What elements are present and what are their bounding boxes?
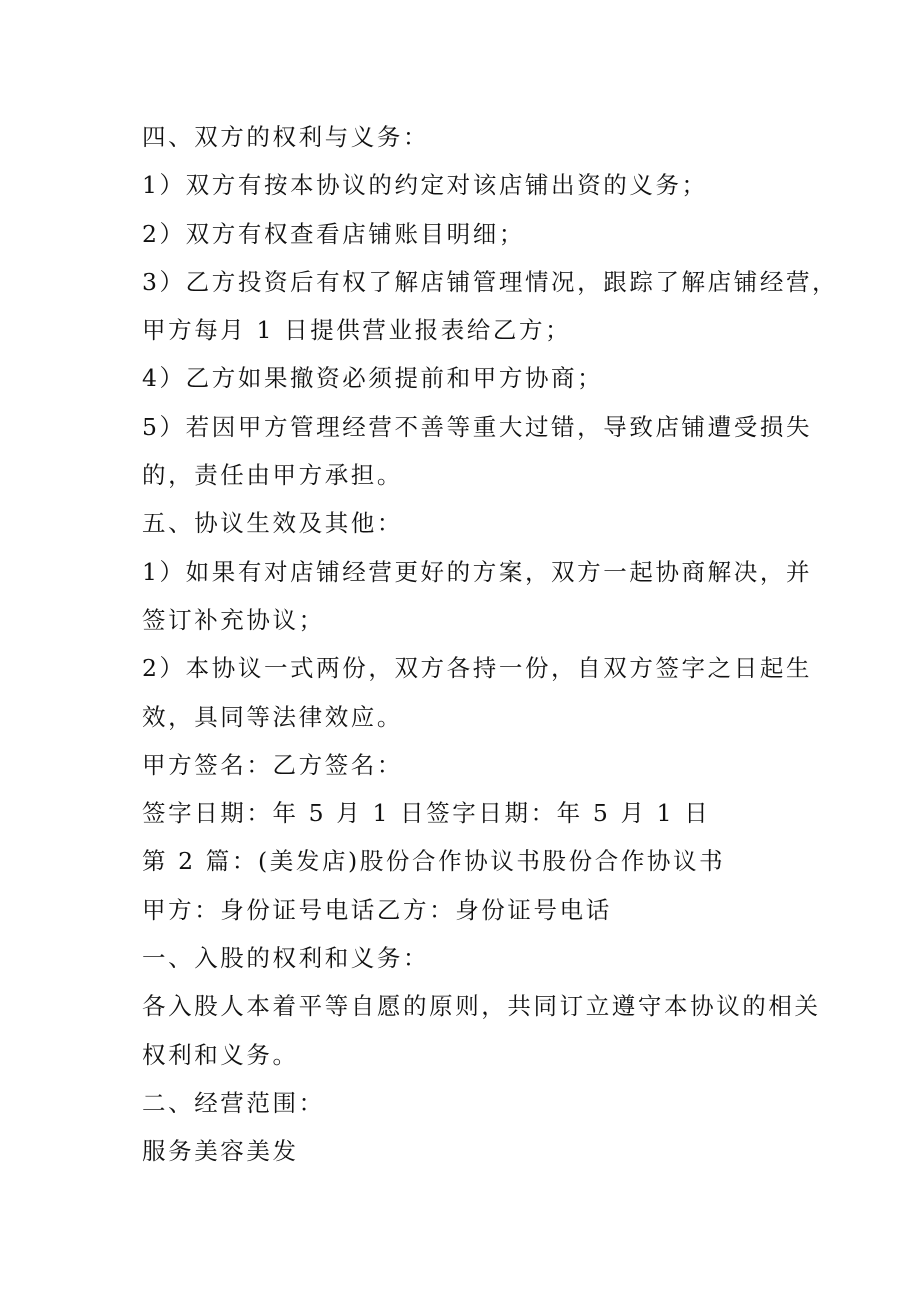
paragraph-line: 4）乙方如果撤资必须提前和甲方协商； [142, 364, 604, 393]
signature-line: 甲方签名：乙方签名： [142, 750, 403, 779]
article-title: 第 2 篇：(美发店)股份合作协议书股份合作协议书 [142, 847, 726, 876]
paragraph-line: 2）本协议一式两份，双方各持一份，自双方签字之日起生 [142, 654, 813, 683]
section-heading-rights-obligations: 四、双方的权利与义务： [142, 123, 430, 151]
paragraph-line: 5）若因甲方管理经营不善等重大过错，导致店铺遭受损失 [142, 412, 813, 441]
paragraph-line: 3）乙方投资后有权了解店铺管理情况，跟踪了解店铺经营， [142, 267, 839, 296]
party-info-line: 甲方：身份证号电话乙方：身份证号电话 [142, 895, 612, 924]
section-heading-shareholder-rights: 一、入股的权利和义务： [142, 944, 430, 973]
paragraph-line: 服务美容美发 [142, 1137, 299, 1166]
paragraph-line: 权利和义务。 [142, 1040, 299, 1069]
paragraph-line: 效，具同等法律效应。 [142, 702, 403, 731]
signature-date-line: 签字日期：年 5 月 1 日签字日期：年 5 月 1 日 [142, 799, 711, 828]
paragraph-line: 2）双方有权查看店铺账目明细； [142, 219, 525, 248]
paragraph-line: 签订补充协议； [142, 605, 325, 634]
paragraph-line: 1）如果有对店铺经营更好的方案，双方一起协商解决，并 [142, 557, 813, 586]
paragraph-line: 甲方每月 1 日提供营业报表给乙方； [142, 316, 572, 345]
paragraph-line: 的，责任由甲方承担。 [142, 461, 403, 490]
paragraph-line: 1）双方有按本协议的约定对该店铺出资的义务； [142, 171, 708, 200]
document-body [142, 113, 839, 1176]
section-heading-business-scope: 二、经营范围： [142, 1088, 325, 1117]
section-heading-effectiveness: 五、协议生效及其他： [142, 509, 403, 538]
paragraph-line: 各入股人本着平等自愿的原则，共同订立遵守本协议的相关 [142, 992, 821, 1021]
